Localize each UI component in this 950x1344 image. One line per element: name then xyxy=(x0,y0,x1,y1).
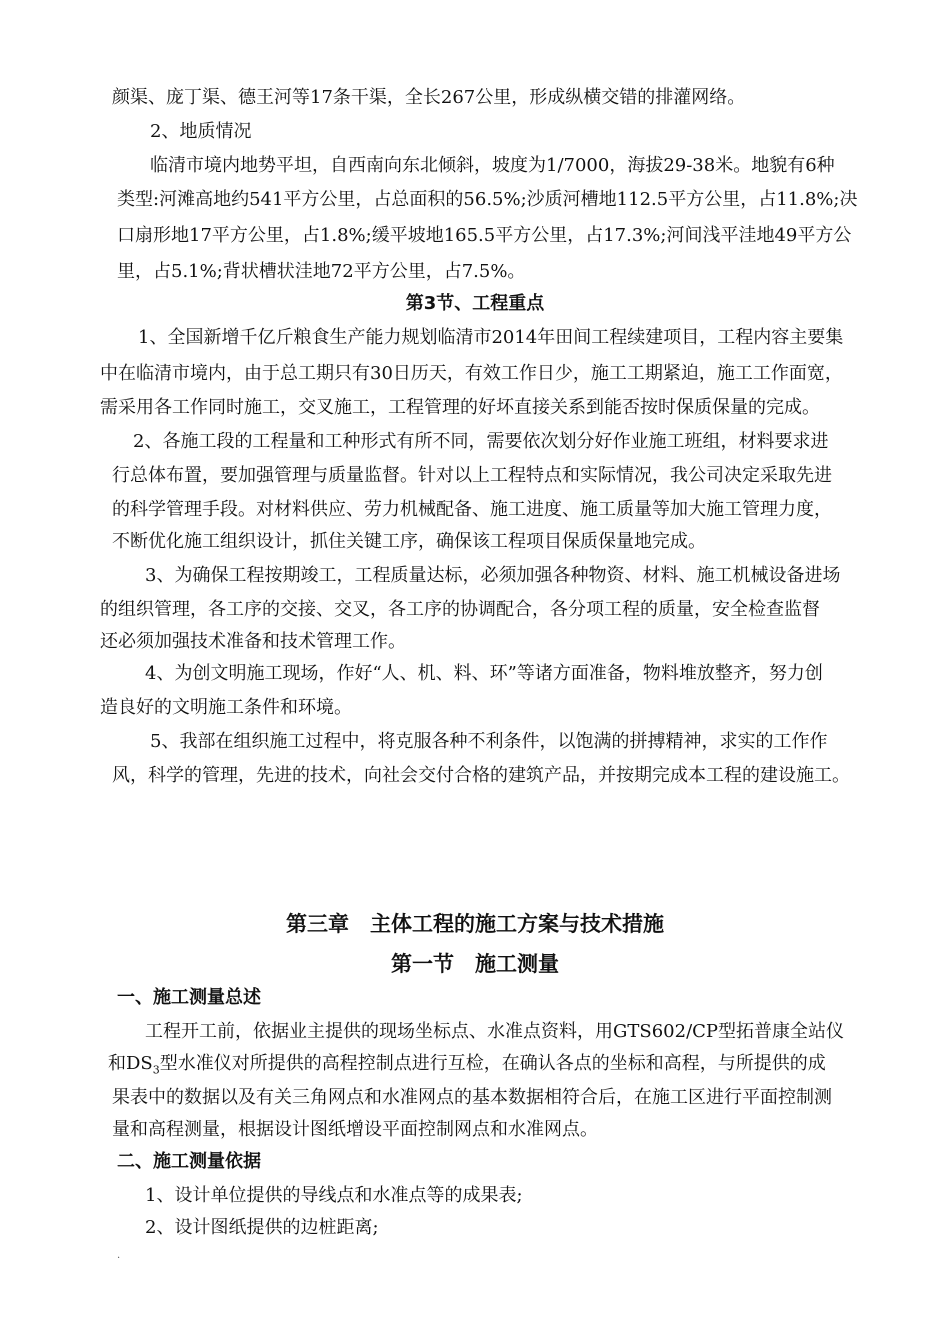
section3-p2-line: 不断优化施工组织设计，抓住关键工序，确保该工程项目保质保量地完成。 xyxy=(112,531,706,552)
section3-p2-line: 行总体布置，要加强管理与质量监督。针对以上工程特点和实际情况，我公司决定采取先进 xyxy=(112,465,832,486)
intro-line: 颜渠、庞丁渠、德王河等17条干渠，全长267公里，形成纵横交错的排灌网络。 xyxy=(112,87,746,108)
section3-p3-line: 的组织管理，各工序的交接、交叉，各工序的协调配合，各分项工程的质量，安全检查监督 xyxy=(100,599,820,620)
basis-item: 1、设计单位提供的导线点和水准点等的成果表; xyxy=(145,1185,523,1206)
survey-line: 工程开工前，依据业主提供的现场坐标点、水准点资料，用GTS602/CP型拓普康全站仪 xyxy=(145,1021,845,1042)
section3-p1-line: 需采用各工作同时施工，交叉施工，工程管理的好坏直接关系到能否按时保质保量的完成。 xyxy=(100,397,820,418)
section3-p2-line: 2、各施工段的工程量和工种形式有所不同，需要依次划分好作业施工班组，材料要求进 xyxy=(133,431,829,452)
subsection-heading: 二、施工测量依据 xyxy=(117,1151,261,1172)
survey-line-2-text: 型水准仪对所提供的高程控制点进行互检，在确认各点的坐标和高程，与所提供的成 xyxy=(159,1053,826,1074)
section3-p2-line: 的科学管理手段。对材料供应、劳力机械配备、施工进度、施工质量等加大施工管理力度， xyxy=(112,499,832,520)
section3-p5-line: 5、我部在组织施工过程中，将克服各种不利条件，以饱满的拼搏精神，求实的工作作 xyxy=(150,731,828,752)
section3-p1-line: 中在临清市境内，由于总工期只有30日历天，有效工作日少，施工工期紧迫，施工工作面宽， xyxy=(100,363,843,384)
geology-line: 口扇形地17平方公里，占1.8%;缓平坡地165.5平方公里，占17.3%;河间浅平洼地49平方公 xyxy=(117,225,852,246)
section3-p1-line: 1、全国新增千亿斤粮食生产能力规划临清市2014年田间工程续建项目，工程内容主要集 xyxy=(138,327,844,348)
footer-mark: . xyxy=(117,1250,121,1261)
section3-p3-line: 3、为确保工程按期竣工，工程质量达标，必须加强各种物资、材料、施工机械设备进场 xyxy=(145,565,841,586)
ds-subscript: 3 xyxy=(152,1063,160,1077)
survey-line: 果表中的数据以及有关三角网点和水准网点的基本数据相符合后，在施工区进行平面控制测 xyxy=(112,1087,832,1108)
section3-title: 第3节、工程重点 xyxy=(405,293,545,314)
section3-p5-line: 风，科学的管理，先进的技术，向社会交付合格的建筑产品，并按期完成本工程的建设施工。 xyxy=(112,765,850,786)
section3-p4-line: 造良好的文明施工条件和环境。 xyxy=(100,697,352,718)
section3-p4-line: 4、为创文明施工现场，作好“人、机、料、环”等诸方面准备，物料堆放整齐，努力创 xyxy=(145,663,823,684)
basis-item: 2、设计图纸提供的边桩距离; xyxy=(145,1217,379,1238)
geology-line: 里，占5.1%;背状槽状洼地72平方公里，占7.5%。 xyxy=(117,261,526,282)
subsection-heading: 一、施工测量总述 xyxy=(117,987,261,1008)
geology-heading: 2、地质情况 xyxy=(150,121,252,142)
section3-p3-line: 还必须加强技术准备和技术管理工作。 xyxy=(100,631,406,652)
section-title: 第一节 施工测量 xyxy=(391,952,559,976)
survey-line: 量和高程测量，根据设计图纸增设平面控制网点和水准网点。 xyxy=(112,1119,598,1140)
geology-line: 临清市境内地势平坦，自西南向东北倾斜，坡度为1/7000，海拔29-38米。地貌有6种 xyxy=(150,155,835,176)
ds-prefix: 和DS xyxy=(108,1053,153,1074)
geology-line: 类型:河滩高地约541平方公里，占总面积的56.5%;沙质河槽地112.5平方公里，占11.8%;决 xyxy=(117,189,858,210)
chapter-title: 第三章 主体工程的施工方案与技术措施 xyxy=(286,912,664,936)
survey-line-2 xyxy=(108,1054,826,1081)
